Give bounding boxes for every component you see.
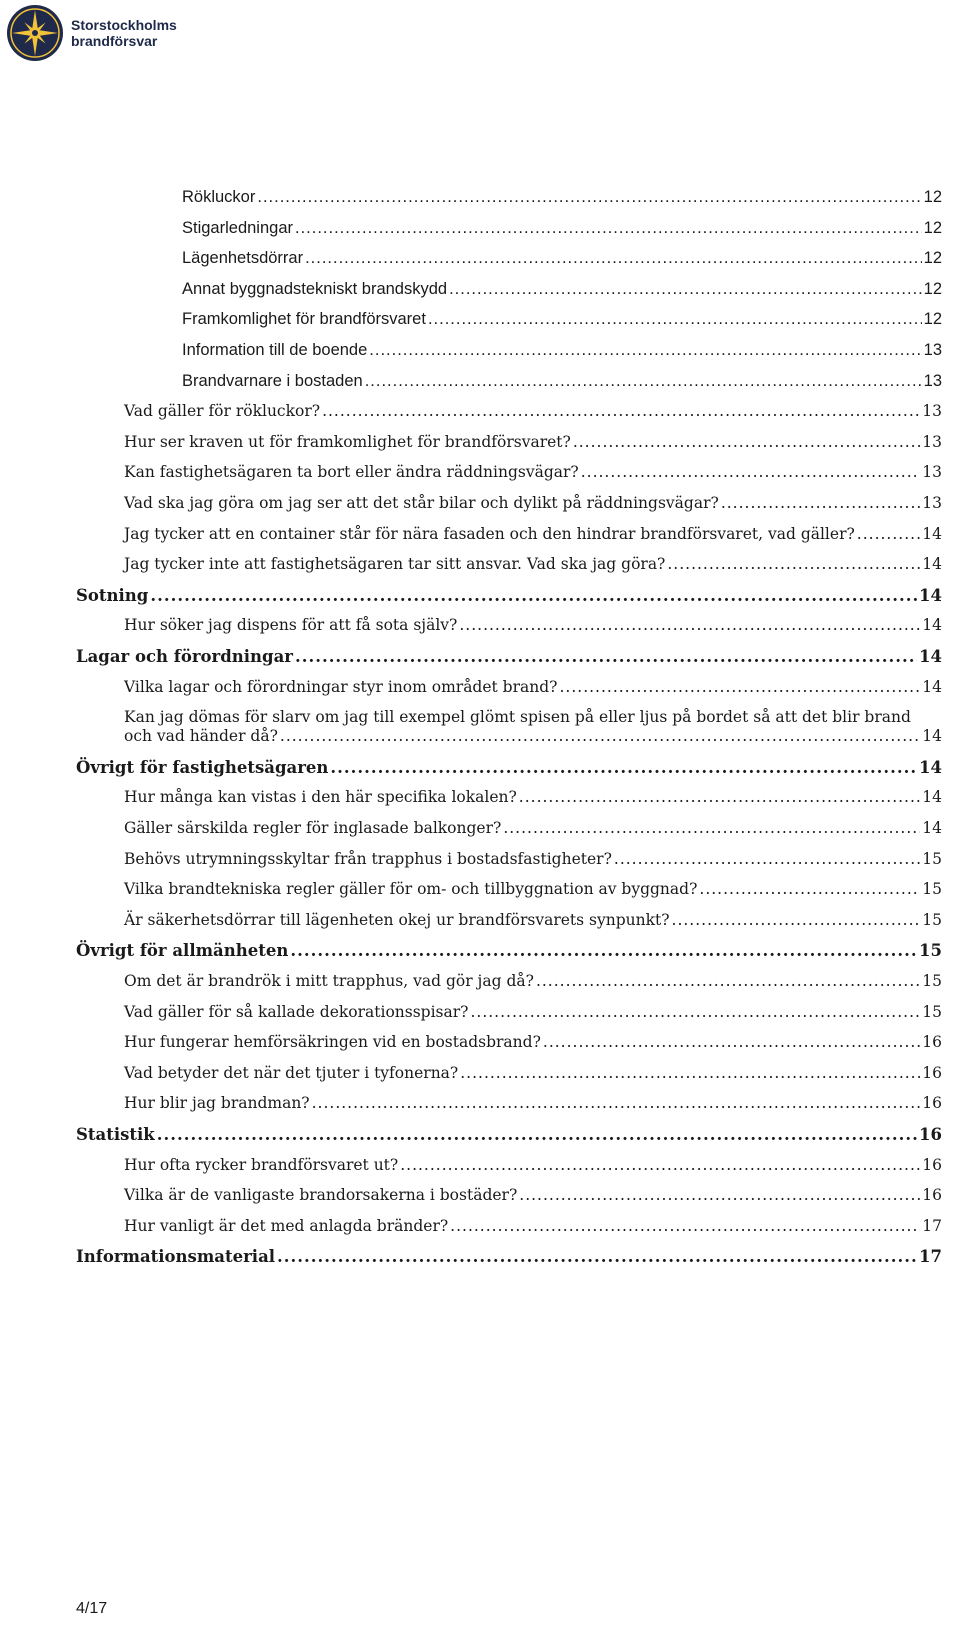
toc-entry-label: Hur fungerar hemförsäkringen vid en bostadsbrand? xyxy=(124,1033,541,1051)
toc-page-number: 14 xyxy=(922,819,942,837)
toc-page-number: 12 xyxy=(923,219,942,237)
logo-line-2: brandförsvar xyxy=(71,33,158,49)
toc-entry-label: Kan fastighetsägaren ta bort eller ändra räddningsvägar? xyxy=(124,463,579,481)
toc-dot-leader xyxy=(157,1125,917,1144)
logo-wordmark xyxy=(71,17,177,49)
toc-entry[interactable] xyxy=(124,708,942,746)
toc-dot-leader xyxy=(536,972,920,991)
toc-entry-line xyxy=(124,494,942,513)
toc-entry[interactable] xyxy=(124,1033,942,1052)
toc-entry[interactable] xyxy=(124,880,942,899)
toc-entry[interactable] xyxy=(182,372,942,391)
toc-page-number: 16 xyxy=(919,1125,942,1144)
toc-entry-label: Jag tycker inte att fastighetsägaren tar sitt ansvar. Vad ska jag göra? xyxy=(124,555,666,573)
toc-entry-line xyxy=(124,727,942,746)
toc-dot-leader xyxy=(365,372,922,391)
toc-entry-label: Hur ser kraven ut för framkomlighet för brandförsvaret? xyxy=(124,433,571,451)
toc-section-entry[interactable] xyxy=(76,647,942,666)
toc-entry-label: Hur många kan vistas i den här specifika lokalen? xyxy=(124,788,517,806)
toc-dot-leader xyxy=(559,678,920,697)
toc-entry-label: Lagar och förordningar xyxy=(76,647,293,666)
toc-entry-line xyxy=(124,1156,942,1175)
toc-entry-label: Är säkerhetsdörrar till lägenheten okej ur brandförsvarets synpunkt? xyxy=(124,911,670,929)
toc-page-number: 13 xyxy=(922,494,942,512)
toc-entry-line xyxy=(182,249,942,268)
toc-page-number: 13 xyxy=(923,341,942,359)
toc-entry-line xyxy=(182,280,942,299)
toc-entry-line xyxy=(76,586,942,605)
toc-entry-label: Vilka är de vanligaste brandorsakerna i bostäder? xyxy=(124,1186,518,1204)
toc-entry-line xyxy=(76,941,942,960)
toc-page-number: 16 xyxy=(922,1033,942,1051)
toc-section-entry[interactable] xyxy=(76,586,942,605)
toc-section-entry[interactable] xyxy=(76,1125,942,1144)
toc-entry-label: Framkomlighet för brandförsvaret xyxy=(182,310,426,328)
toc-dot-leader xyxy=(295,219,922,238)
toc-entry-label: Hur vanligt är det med anlagda bränder? xyxy=(124,1217,449,1235)
toc-page-number: 13 xyxy=(922,433,942,451)
toc-entry[interactable] xyxy=(124,788,942,807)
toc-entry-label: Rökluckor xyxy=(182,188,256,206)
toc-dot-leader xyxy=(519,1186,920,1205)
toc-page-number: 14 xyxy=(919,647,942,666)
toc-section-entry[interactable] xyxy=(76,941,942,960)
toc-entry-line xyxy=(124,555,942,574)
toc-page-number: 15 xyxy=(922,1003,942,1021)
toc-dot-leader xyxy=(305,249,922,268)
toc-dot-leader xyxy=(503,819,920,838)
toc-page-number: 15 xyxy=(922,911,942,929)
toc-dot-leader xyxy=(322,402,920,421)
toc-entry[interactable] xyxy=(124,525,942,544)
toc-dot-leader xyxy=(721,494,920,513)
toc-dot-leader xyxy=(460,1064,920,1083)
toc-entry-line xyxy=(124,972,942,991)
toc-dot-leader xyxy=(150,586,917,605)
toc-entry[interactable] xyxy=(182,188,942,207)
toc-dot-leader xyxy=(277,1247,917,1266)
toc-entry[interactable] xyxy=(182,310,942,329)
page-number: 4/17 xyxy=(76,1600,108,1617)
toc-entry-label: Stigarledningar xyxy=(182,219,293,237)
toc-page-number: 16 xyxy=(922,1094,942,1112)
toc-entry-line xyxy=(182,219,942,238)
toc-entry-label: Övrigt för allmänheten xyxy=(76,941,289,960)
toc-entry-line xyxy=(124,1094,942,1113)
toc-entry-line xyxy=(124,911,942,930)
toc-entry-label-line1: Kan jag dömas för slarv om jag till exempel glömt spisen på eller ljus på bordet så att det blir brand xyxy=(124,708,911,726)
toc-entry-label: Jag tycker att en container står för nära fasaden och den hindrar brandförsvaret, vad gäller? xyxy=(124,525,855,543)
toc-entry-line xyxy=(182,188,942,207)
star-emblem-icon xyxy=(6,4,64,62)
toc-dot-leader xyxy=(581,463,921,482)
toc-dot-leader xyxy=(459,616,920,635)
toc-entry-label: Gäller särskilda regler för inglasade balkonger? xyxy=(124,819,502,837)
logo-line-1: Storstockholms xyxy=(71,17,177,33)
toc-entry-label: Vilka brandtekniska regler gäller för om- och tillbyggnation av byggnad? xyxy=(124,880,698,898)
toc-page-number: 15 xyxy=(922,972,942,990)
toc-entry-line xyxy=(182,372,942,391)
toc-dot-leader xyxy=(280,727,920,746)
toc-entry-label: Information till de boende xyxy=(182,341,368,359)
toc-entry[interactable] xyxy=(182,280,942,299)
toc-dot-leader xyxy=(672,911,921,930)
toc-page-number: 14 xyxy=(922,727,942,745)
toc-entry-line xyxy=(124,463,942,482)
toc-entry[interactable] xyxy=(124,463,942,482)
toc-page-number: 13 xyxy=(922,463,942,481)
toc-entry-line xyxy=(124,402,942,421)
toc-entry-line xyxy=(124,1186,942,1205)
toc-entry-label: Hur söker jag dispens för att få sota själv? xyxy=(124,616,458,634)
toc-entry[interactable] xyxy=(124,1094,942,1113)
toc-page-number: 15 xyxy=(922,880,942,898)
toc-dot-leader xyxy=(295,647,917,666)
toc-entry[interactable] xyxy=(182,219,942,238)
toc-entry[interactable] xyxy=(124,1186,942,1205)
toc-entry-line xyxy=(124,1033,942,1052)
toc-dot-leader xyxy=(519,788,920,807)
toc-entry-line xyxy=(76,1247,942,1266)
toc-entry[interactable] xyxy=(182,249,942,268)
toc-entry-label: och vad händer då? xyxy=(124,727,278,745)
toc-dot-leader xyxy=(614,850,920,869)
header-logo xyxy=(6,4,177,62)
toc-page-number: 14 xyxy=(922,525,942,543)
toc-page-number: 12 xyxy=(923,249,942,267)
toc-page-number: 14 xyxy=(922,555,942,573)
toc-entry[interactable] xyxy=(182,341,942,360)
toc-entry-line xyxy=(76,647,942,666)
toc-entry[interactable] xyxy=(124,616,942,635)
toc-entry[interactable] xyxy=(124,819,942,838)
toc-entry[interactable] xyxy=(124,433,942,452)
toc-entry-label: Hur blir jag brandman? xyxy=(124,1094,310,1112)
toc-dot-leader xyxy=(857,525,920,544)
toc-entry-label: Hur ofta rycker brandförsvaret ut? xyxy=(124,1156,399,1174)
toc-entry-label: Informationsmaterial xyxy=(76,1247,276,1266)
toc-page-number: 16 xyxy=(922,1064,942,1082)
toc-page-number: 14 xyxy=(922,788,942,806)
toc-entry-line xyxy=(124,880,942,899)
toc-entry-line xyxy=(124,788,942,807)
toc-page-number: 17 xyxy=(919,1247,942,1266)
toc-page-number: 15 xyxy=(922,850,942,868)
toc-entry-label: Brandvarnare i bostaden xyxy=(182,372,363,390)
toc-page-number: 12 xyxy=(923,188,942,206)
toc-page-number: 16 xyxy=(922,1156,942,1174)
toc-entry-line xyxy=(124,1064,942,1083)
toc-dot-leader xyxy=(573,433,920,452)
toc-page-number: 14 xyxy=(922,616,942,634)
toc-entry-line xyxy=(124,850,942,869)
toc-page-number: 14 xyxy=(919,758,942,777)
toc-entry[interactable] xyxy=(124,555,942,574)
toc-entry-line xyxy=(124,433,942,452)
toc-entry-line xyxy=(124,616,942,635)
toc-entry-label: Annat byggnadstekniskt brandskydd xyxy=(182,280,448,298)
toc-dot-leader xyxy=(428,310,922,329)
toc-page-number: 17 xyxy=(922,1217,942,1235)
toc-entry-label: Behövs utrymningsskyltar från trapphus i bostadsfastigheter? xyxy=(124,850,612,868)
toc-page-number: 12 xyxy=(923,310,942,328)
toc-dot-leader xyxy=(699,880,920,899)
toc-dot-leader xyxy=(290,941,917,960)
toc-entry[interactable] xyxy=(124,1156,942,1175)
toc-entry-line xyxy=(124,678,942,697)
toc-entry-label: Statistik xyxy=(76,1125,155,1144)
toc-entry-label: Lägenhetsdörrar xyxy=(182,249,304,267)
toc-entry-label: Sotning xyxy=(76,586,149,605)
toc-entry[interactable] xyxy=(124,850,942,869)
toc-page-number: 13 xyxy=(922,402,942,420)
toc-entry[interactable] xyxy=(124,678,942,697)
toc-entry-line xyxy=(124,1217,942,1236)
toc-page-number: 14 xyxy=(919,586,942,605)
toc-entry-label: Vad gäller för så kallade dekorationsspisar? xyxy=(124,1003,469,1021)
toc-entry[interactable] xyxy=(124,972,942,991)
toc-dot-leader xyxy=(470,1003,920,1022)
toc-dot-leader xyxy=(450,1217,920,1236)
toc-entry-label: Om det är brandrök i mitt trapphus, vad gör jag då? xyxy=(124,972,534,990)
toc-dot-leader xyxy=(449,280,922,299)
toc-page-number: 15 xyxy=(919,941,942,960)
toc-entry-line xyxy=(124,525,942,544)
toc-entry-line xyxy=(76,758,942,777)
toc-entry-line xyxy=(182,341,942,360)
toc-entry-line xyxy=(124,1003,942,1022)
toc-page-number: 16 xyxy=(922,1186,942,1204)
toc-entry-label: Vad betyder det när det tjuter i tyfonerna? xyxy=(124,1064,459,1082)
toc-page-number: 13 xyxy=(923,372,942,390)
toc-entry[interactable] xyxy=(124,1003,942,1022)
toc-dot-leader xyxy=(543,1033,920,1052)
toc-page-number: 14 xyxy=(922,678,942,696)
toc-entry-label: Övrigt för fastighetsägaren xyxy=(76,758,329,777)
toc-entry-label: Vad gäller för rökluckor? xyxy=(124,402,321,420)
toc-page-number: 12 xyxy=(923,280,942,298)
toc-section-entry[interactable] xyxy=(76,1247,942,1266)
toc-dot-leader xyxy=(330,758,917,777)
toc-dot-leader xyxy=(312,1094,921,1113)
toc-dot-leader xyxy=(369,341,921,360)
toc-entry[interactable] xyxy=(124,1064,942,1083)
toc-entry[interactable] xyxy=(124,911,942,930)
toc-entry-line xyxy=(182,310,942,329)
toc-dot-leader xyxy=(667,555,920,574)
toc-entry-label: Vad ska jag göra om jag ser att det står bilar och dylikt på räddningsvägar? xyxy=(124,494,719,512)
toc-entry-line xyxy=(76,1125,942,1144)
toc-entry[interactable] xyxy=(124,402,942,421)
toc-entry-label: Vilka lagar och förordningar styr inom området brand? xyxy=(124,678,558,696)
toc-dot-leader xyxy=(257,188,921,207)
toc-dot-leader xyxy=(400,1156,920,1175)
toc-entry[interactable] xyxy=(124,1217,942,1236)
toc-section-entry[interactable] xyxy=(76,758,942,777)
toc-entry[interactable] xyxy=(124,494,942,513)
toc-entry-line xyxy=(124,819,942,838)
